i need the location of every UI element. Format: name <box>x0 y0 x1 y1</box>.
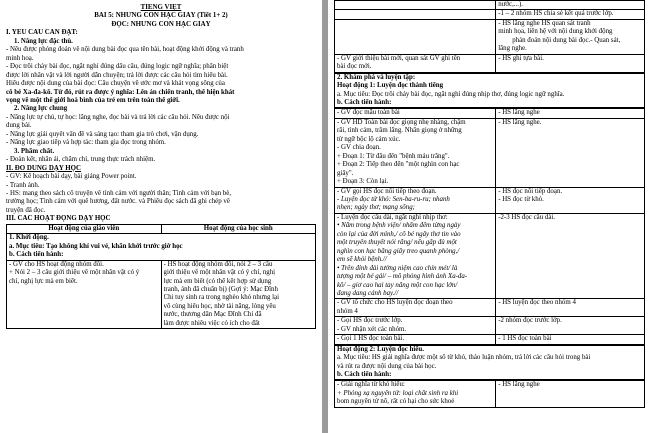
student-cell <box>496 19 645 54</box>
activities-table <box>6 224 316 329</box>
teacher-cell <box>7 260 162 329</box>
cell-line: - HS đọc từ khó. <box>498 195 544 203</box>
teacher-cell <box>335 381 496 407</box>
student-cell <box>496 317 645 335</box>
cell-line: + Nói 2 – 3 câu giới thiệu về một nhân vật có ý <box>9 269 140 277</box>
activities-table-section <box>334 73 645 109</box>
teacher-cell <box>335 109 496 118</box>
table-row <box>335 54 645 72</box>
text-line: - GV: Kế hoạch bài dạy, bài giảng Power point. <box>6 173 137 181</box>
table-row <box>335 19 645 54</box>
cell-line: lắng nghe. <box>498 45 527 53</box>
cell-line: còn lại của đời mình,/ cô bé ngây thơ tin vào <box>337 230 461 238</box>
text-line: - Nêu được phỏng đoán về nội dung bài đọc qua tên bài, hoạt động khởi động và tranh <box>6 46 244 54</box>
cell-line: -2-3 HS đọc câu dài. <box>498 213 556 221</box>
cell-line: -1 – 2 nhóm HS chia sẻ kết quả trước lớp. <box>498 10 614 18</box>
cell-line: rãi, tình cảm, trầm lắng. Nhấn giọng ở những <box>337 127 462 135</box>
cell-line: giấy". <box>337 169 354 177</box>
student-cell <box>496 118 645 187</box>
cell-line: - Gọi 1 HS đọc toàn bài. <box>337 335 405 343</box>
goal-line: a. Mục tiêu: Đọc trôi chảy bài đọc, ngắt nghỉ đúng nhịp thơ, đúng logic ngữ nghĩa. <box>337 90 565 98</box>
cell-line: nước, thương dân Mạc Đĩnh Chi đã <box>163 311 262 319</box>
cell-line: tranh, ảnh đã chuẩn bị) (Gợi ý: Mạc Đĩnh <box>163 285 278 293</box>
table-cell <box>7 234 316 260</box>
section-cell <box>335 73 645 108</box>
text-line: vọng về một thế giới hoà bình của trẻ em trên toàn thế giới. <box>6 96 180 104</box>
table-row <box>7 234 316 260</box>
text-line: Hiểu được nội dung của bài đọc: Câu chuyện về ước mơ và khát vọng sống của <box>6 80 225 88</box>
student-cell <box>496 213 645 299</box>
activities-table-section <box>334 345 645 381</box>
teacher-column-header: Hoạt động của giáo viên <box>7 224 162 233</box>
table-row <box>335 187 645 213</box>
cell-line: phán đoán nội dung bài đọc.- Quan sát, <box>512 36 621 44</box>
table-row <box>335 1 645 10</box>
cell-line: - GV gọi HS đọc nối tiếp theo đoạn. <box>337 187 437 195</box>
cell-line: - HS hoạt động nhóm đôi, nói 2 – 3 câu <box>163 260 273 268</box>
cell-line: - GV chia đoạn. <box>337 144 381 152</box>
text-line: truyện đã đọc. <box>6 206 46 214</box>
cell-line: - GV tổ chức cho HS luyện đọc đoạn theo <box>337 299 453 307</box>
cell-line: - GV HD Toàn bài đọc giọng nhẹ nhàng, chậm <box>337 118 466 126</box>
cell-line: kô/ – giơ cao hai tay nâng một con hạc lớn/ <box>337 281 458 289</box>
activity-heading: Hoạt động 1: Luyện đọc thành tiếng <box>337 82 444 90</box>
text-line: - Năng lực tự chủ, tự học: lắng nghe, đọc bài và trả lời các câu hỏi. Nêu được nội <box>6 113 230 121</box>
cell-line: + Đoạn 1: Từ đầu đến "bệnh máu trắng". <box>337 152 450 160</box>
subsection-heading: 1. Năng lực đặc thù. <box>14 37 73 45</box>
cell-line: một truyền thuyết nói rằng/ nếu gấp đủ một <box>337 239 457 247</box>
cell-line: nước,...). <box>498 1 523 8</box>
table-row <box>335 345 645 380</box>
subject-heading: TIẾNG VIỆT <box>140 4 182 11</box>
cell-line: - HS ghi tựa bài. <box>498 54 544 62</box>
teacher-cell <box>335 1 496 10</box>
table-row <box>335 381 645 407</box>
activity1-table <box>334 108 645 344</box>
student-column-header: Hoạt động của học sinh <box>161 224 316 233</box>
document-page-right <box>328 0 650 433</box>
teacher-cell <box>335 317 496 335</box>
cell-line: Chi tuy sinh ra trong nghèo khó nhưng lại <box>163 294 280 302</box>
method-heading: b. Cách tiến hành: <box>337 98 392 106</box>
cell-line: nhẹn; ngày thơ; mạng sống; <box>337 204 415 212</box>
student-cell <box>496 187 645 213</box>
cell-line: lực mà em biết (có thể kết hợp sử dụng <box>163 277 272 285</box>
student-cell <box>161 260 316 329</box>
text-line: và rút ra được nội dung của bài học. <box>337 362 437 370</box>
method-heading: b. Cách tiến hành: <box>337 371 392 379</box>
cell-line: nhóm 4 <box>337 307 358 315</box>
cell-line: từ ngữ bộc lộ cảm xúc. <box>337 135 401 143</box>
text-line: dung bài. <box>6 122 32 130</box>
cell-line: + Đoạn 3: Còn lại. <box>337 178 389 186</box>
cell-line: tượng một bé gái/ – mô phỏng hình ảnh Xa-đa- <box>337 273 468 281</box>
cell-line: - Gọi HS đọc trước lớp. <box>337 317 403 325</box>
cell-line: nghìn con hạc bằng giấy treo quanh phòng,/ <box>337 247 460 255</box>
teacher-cell <box>335 10 496 19</box>
text-line: - Đoàn kết, nhân ái, chăm chỉ, trung thực trách nhiệm. <box>6 156 156 164</box>
activities-table-continued <box>334 0 645 73</box>
teacher-cell <box>335 19 496 54</box>
table-row <box>335 335 645 344</box>
cell-line: làm được nhiều việc có ích cho đất <box>163 319 260 327</box>
cell-line: + Đoạn 2: Tiếp theo đến "một nghìn con hạc <box>337 161 460 169</box>
cell-line: • Trên đỉnh đài tưởng niệm cao chín mét/ là <box>337 264 458 272</box>
student-cell <box>496 54 645 72</box>
student-cell <box>496 109 645 118</box>
table-row <box>335 10 645 19</box>
section-heading: II. ĐỒ DÙNG DẠY HỌC <box>6 164 81 172</box>
cell-line: bài đọc mới. <box>337 63 372 71</box>
cell-line: chí, nghị lực mà em biết. <box>9 277 78 285</box>
text-line: - Năng lực giao tiếp và hợp tác: tham gia đọc trong nhóm. <box>6 139 166 147</box>
cell-line: - GV giới thiệu bài mới, quan sát GV ghi tên <box>337 54 461 62</box>
table-row <box>335 317 645 335</box>
cell-line: - HS lắng nghe HS quan sát tranh <box>498 19 591 27</box>
cell-line: - HS lắng nghe <box>498 109 540 117</box>
cell-line: + Phóng xạ nguyên tử: loại chất sinh ra khi <box>337 389 459 397</box>
subsection-heading: 2. Năng lực chung <box>14 105 68 113</box>
text-line: cô bé Xa-đa-kô. Từ đó, rút ra được ý nghĩa: Lên án chiến tranh, thể hiện khát <box>6 88 235 96</box>
goal-line: a. Mục tiêu: HS giải nghĩa được một số từ khó, thảo luận nhóm, trả lời các câu hỏi trong bài <box>337 354 591 362</box>
table-row <box>335 213 645 299</box>
text-line: minh hoạ. <box>6 54 34 62</box>
table-row <box>7 260 316 329</box>
cell-line: - 1 HS đọc toàn bài <box>498 335 552 343</box>
teacher-cell <box>335 335 496 344</box>
section-heading: III. CÁC HOẠT ĐỘNG DẠY HỌC <box>6 215 111 223</box>
cell-line: - HS luyện đọc theo nhóm 4 <box>498 299 576 307</box>
text-line: - Tranh ảnh. <box>6 181 40 189</box>
student-cell <box>496 1 645 10</box>
subsection-heading: 3. Phẩm chất. <box>14 147 55 155</box>
text-line: - HS: mang theo sách cô truyện về tình cảm với người thân; Tình cảm với bạn bè, <box>6 189 232 197</box>
text-line: - Năng lực giải quyết vấn đề và sáng tạo: tham gia trò chơi, vận dụng. <box>6 130 199 138</box>
cell-line: - Giải nghĩa từ khó hiểu: <box>337 381 405 389</box>
text-line: trường học; Tình cảm với quê hương, đất nước. và Phiếu đọc sách đã ghi chép về <box>6 198 230 206</box>
section-heading: I. YÊU CẦU CẦN ĐẠT: <box>6 29 78 37</box>
goal-line: a. Mục tiêu: Tạo không khí vui vẻ, khấn khởi trước giờ học <box>9 242 183 250</box>
cell-line: - HS lắng nghe. <box>498 118 542 126</box>
cell-line: -2 nhóm đọc trước lớp. <box>498 317 562 325</box>
student-cell <box>496 335 645 344</box>
section-heading: 2. Khám phá và luyện tập: <box>337 73 416 81</box>
teacher-cell <box>335 299 496 317</box>
teacher-cell <box>335 118 496 187</box>
activity2-table <box>334 380 645 407</box>
method-heading: b. Cách tiến hành: <box>9 251 64 259</box>
activity-heading: Hoạt động 2: Luyện đọc hiểu. <box>337 345 424 353</box>
student-cell <box>496 10 645 19</box>
teacher-cell <box>335 213 496 299</box>
cell-line: - GV đọc mẫu toàn bài <box>337 109 400 117</box>
reading-title: ĐỌC: NHỮNG CON HẠC GIẤY <box>111 20 211 28</box>
cell-line: giới thiệu về một nhân vật có ý chí, nghị <box>163 269 276 277</box>
lesson-title: BÀI 5: NHỮNG CON HẠC GIẤY (Tiết 1+ 2) <box>94 12 228 20</box>
table-row <box>335 299 645 317</box>
cell-line: - HS đọc nối tiếp đoạn. <box>498 187 563 195</box>
cell-line: vô cùng hiếu học, nhờ tài năng, lòng yêu <box>163 302 276 310</box>
document-page-left <box>0 0 322 433</box>
teacher-cell <box>335 187 496 213</box>
table-row <box>335 109 645 118</box>
text-line: - Đọc trôi chảy bài đọc, ngắt nghỉ đúng dấu câu, đúng logic ngữ nghĩa; phân biệt <box>6 63 229 71</box>
cell-line: đang dang cánh bay.// <box>337 289 399 297</box>
table-row <box>335 118 645 187</box>
cell-line: minh họa, liên hệ với nội dung khởi động <box>498 28 613 36</box>
cell-line: - GV cho HS hoạt động nhóm đôi. <box>9 260 104 268</box>
table-header-row <box>7 224 316 233</box>
text-line: được lời nhân vật và lời người dẫn chuyện; trả lời được các câu hỏi tìm hiểu bài. <box>6 71 228 79</box>
student-cell <box>496 299 645 317</box>
cell-line: • Năm trong bệnh viện/ nhẩm đếm từng ngày <box>337 222 461 230</box>
teacher-cell <box>335 54 496 72</box>
cell-line: em sẽ khỏi bệnh.// <box>337 256 387 264</box>
section-cell <box>335 345 645 380</box>
activity-heading: 1. Khởi động. <box>9 234 49 242</box>
student-cell <box>496 381 645 407</box>
cell-line: - HS lắng nghe <box>498 381 540 389</box>
cell-line: bom nguyên tử nổ, rất có hại cho sức khoẻ <box>337 398 455 406</box>
cell-line: - Luyện đọc từ khó: Sen-ba-ru-ru; nhanh <box>337 195 450 203</box>
cell-line: - Luyện đọc câu dài, ngắt nghỉ nhịp thơ: <box>337 213 448 221</box>
cell-line: - GV nhận xét các nhóm. <box>337 325 407 333</box>
table-row <box>335 73 645 108</box>
